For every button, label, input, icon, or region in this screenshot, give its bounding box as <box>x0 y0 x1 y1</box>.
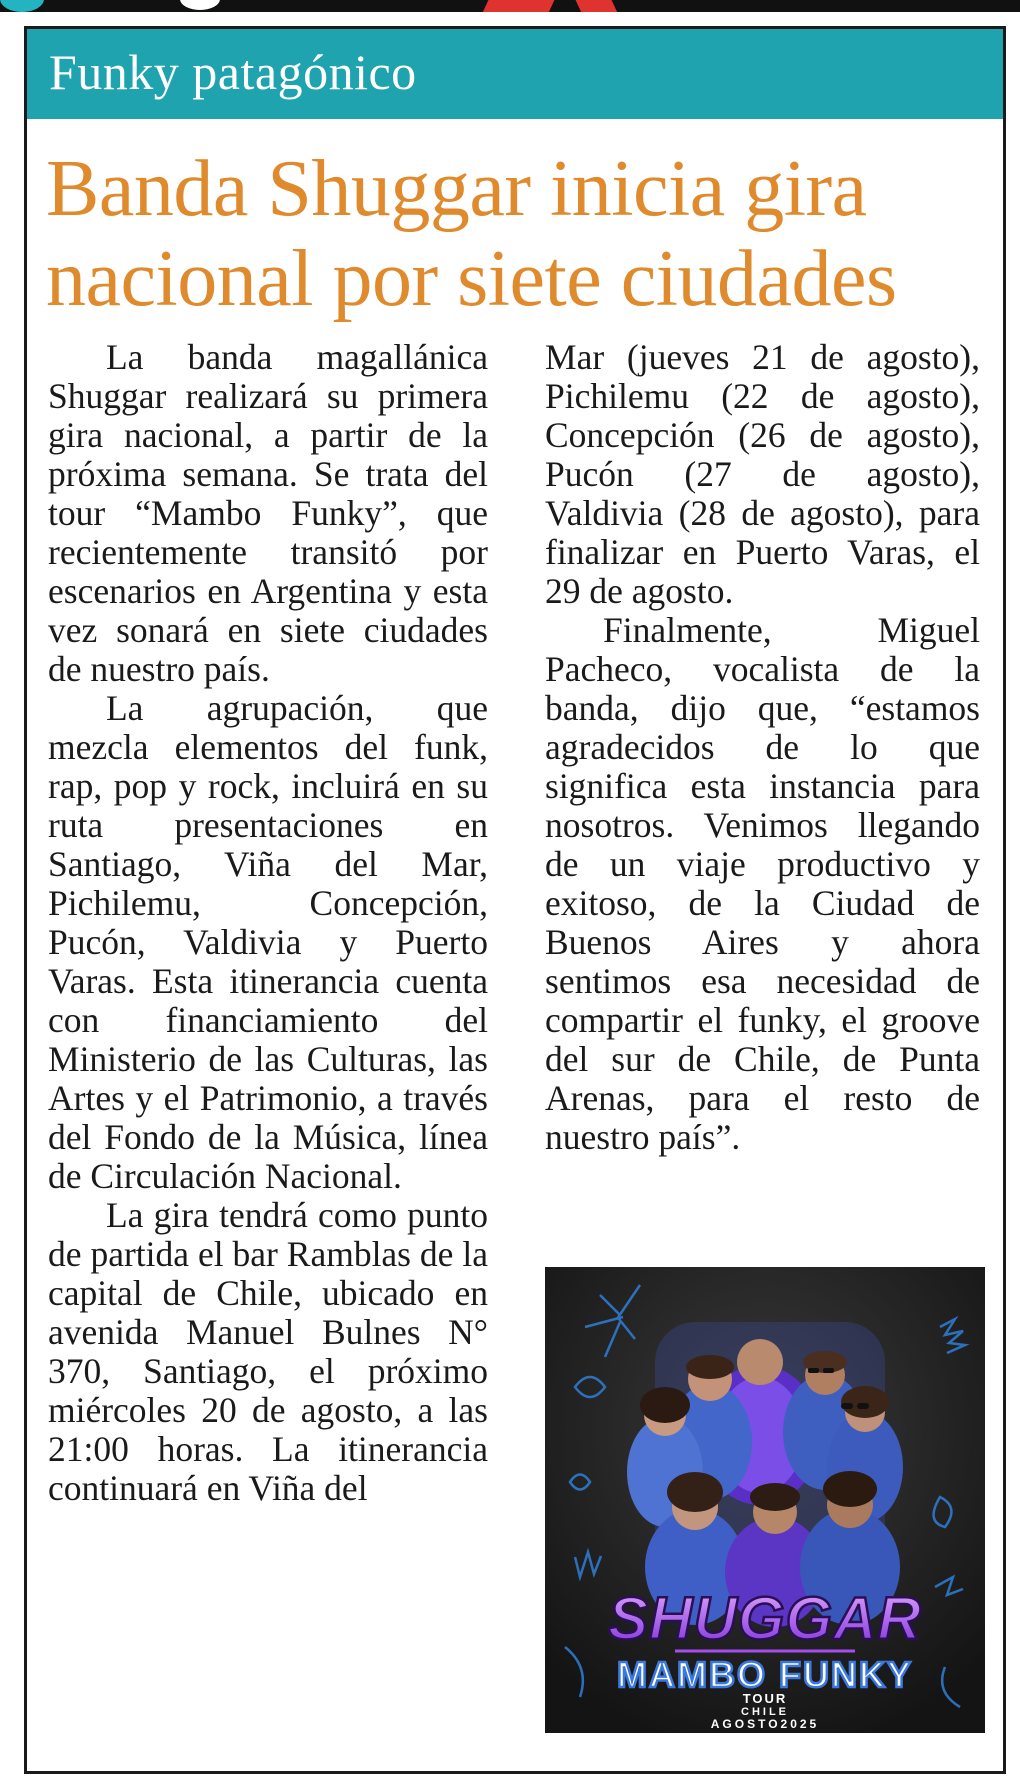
section-bar <box>27 29 1003 119</box>
paragraph: La agrupación, que mezcla elementos del funk, rap, pop y rock, incluirá en su ruta presentaciones en Santiago, Viña del Mar, Pichilemu, Concepción, Pucón, Valdivia y Puerto Varas. Esta itinerancia cuenta con financiamiento del Ministerio de las Culturas, las Artes y el Patrimonio, a través del Fondo de la Música, línea de Circulación Nacional. <box>48 688 488 1196</box>
masthead-fragment <box>483 0 559 12</box>
masthead-fragment <box>180 0 220 10</box>
poster-date: AGOSTO2025 <box>710 1717 820 1731</box>
poster-tour-name: MAMBO FUNKY <box>617 1654 913 1695</box>
headline-line: nacional por siete ciudades <box>46 235 897 323</box>
tour-poster-image <box>545 1267 985 1733</box>
paragraph: Mar (jueves 21 de agosto), Pichilemu (22 de agosto), Concepción (26 de agosto), Pucón (27 de agosto), Valdivia (28 de agosto), para finalizar en Puerto Varas, el 29 de agosto. <box>545 337 980 611</box>
poster-tour-word: TOUR <box>742 1691 788 1706</box>
body-column-left <box>48 338 488 1508</box>
top-strip <box>0 0 1020 12</box>
body-column-right <box>545 338 980 1157</box>
headline-line: Banda Shuggar inicia gira <box>46 145 867 233</box>
masthead-fragment <box>0 0 44 12</box>
poster-band-name: SHUGGAR <box>608 1585 922 1652</box>
band-members <box>627 1322 903 1627</box>
headline <box>46 144 986 324</box>
paragraph: La gira tendrá como punto de partida el bar Ramblas de la capital de Chile, ubicado en avenida Manuel Bulnes N° 370, Santiago, el próximo miércoles 20 de agosto, a las 21:00 horas. La itinerancia continuará en Viña del <box>48 1195 488 1508</box>
paragraph: Finalmente, Miguel Pacheco, vocalista de la banda, dijo que, “estamos agradecidos de lo que significa esta instancia para nosotros. Venimos llegando de un viaje productivo y exitoso, de la Ciudad de Buenos Aires y ahora sentimos esa necesidad de compartir el funky, el groove del sur de Chile, de Punta Arenas, para el resto de nuestro país”. <box>545 610 980 1157</box>
masthead-fragment <box>571 0 617 12</box>
section-label: Funky patagónico <box>49 44 417 100</box>
paragraph: La banda magallánica Shuggar realizará su primera gira nacional, a partir de la próxima semana. Se trata del tour “Mambo Funky”, que recientemente transitó por escenarios en Argentina y esta vez sonará en siete ciudades de nuestro país. <box>48 337 488 689</box>
poster-country: CHILE <box>741 1706 789 1718</box>
